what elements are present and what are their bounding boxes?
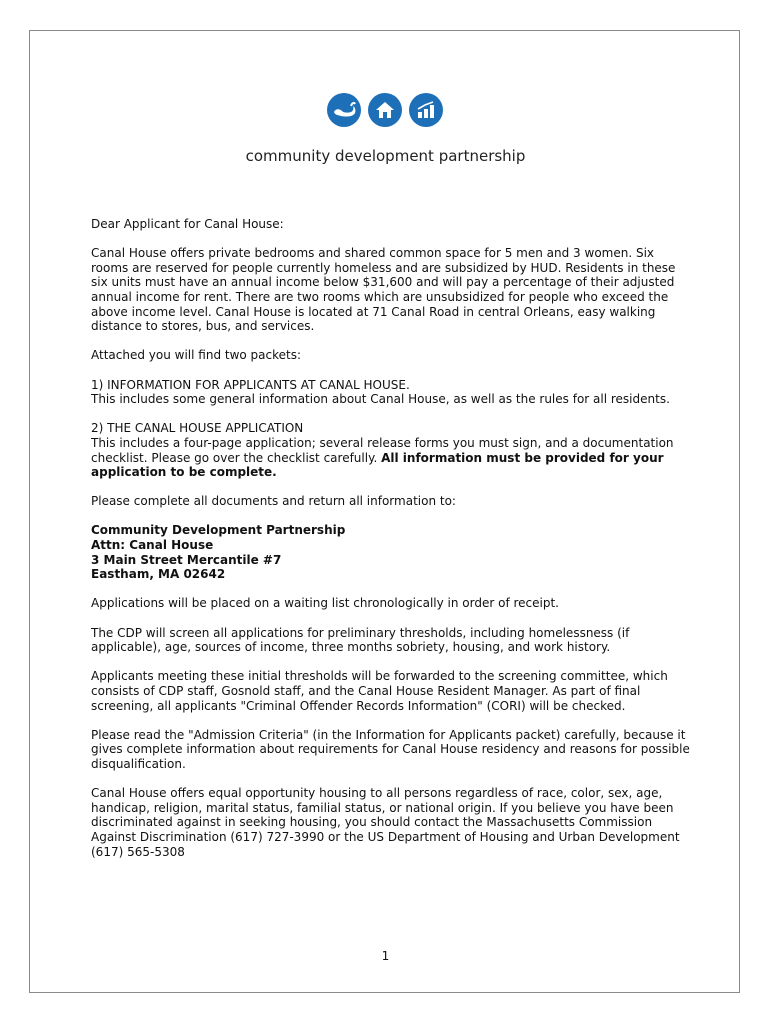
attached-paragraph: Attached you will find two packets:	[91, 348, 302, 363]
screening-paragraph: The CDP will screen all applications for preliminary thresholds, including homelessness (if applicable), age, sources of income, three months sobriety, housing, and work history.	[91, 625, 630, 655]
criteria-paragraph: Please read the "Admission Criteria" (in the Information for Applicants packet) carefully, because it gives complete information about requirements for Canal House residency and reasons for possible disqualification.	[91, 727, 690, 771]
org-name: community development partnership	[245, 147, 526, 165]
logo	[327, 93, 443, 127]
packet-2-description: This includes a four-page application; several release forms you must sign, and a documentation checklist. Please go over the checklist carefully.	[91, 435, 674, 465]
mailing-address	[91, 523, 691, 581]
packet-2	[91, 421, 691, 479]
address-line-2: Attn: Canal House	[91, 538, 214, 553]
waiting-list-paragraph: Applications will be placed on a waiting list chronologically in order of receipt.	[91, 596, 559, 611]
bar-chart-icon	[409, 93, 443, 127]
packet-2-bold-note: All information must be provided for your application to be complete.	[91, 450, 664, 480]
house-icon	[368, 93, 402, 127]
address-line-4: Eastham, MA 02642	[91, 567, 226, 582]
intro-paragraph: Canal House offers private bedrooms and shared common space for 5 men and 3 women. Six rooms are reserved for people currently homeless and are subsidized by HUD. Residents in these six units must have an annual income below $31,600 and will pay a percentage of their adjusted annual income for rent. There are two rooms which are unsubsidized for people who exceed the above income level. Canal House is located at 71 Canal Road in central Orleans, easy walking distance to stores, bus, and services.	[91, 246, 676, 334]
cape-cod-map-icon	[327, 93, 361, 127]
packet-1-description: This includes some general information about Canal House, as well as the rules for all residents.	[91, 392, 670, 407]
address-line-1: Community Development Partnership	[91, 523, 346, 538]
letter-body	[91, 217, 691, 874]
packet-1	[91, 378, 691, 407]
document-page	[29, 30, 740, 993]
salutation: Dear Applicant for Canal House:	[91, 217, 284, 231]
page-number: 1	[381, 949, 390, 963]
address-line-3: 3 Main Street Mercantile #7	[91, 552, 282, 567]
committee-paragraph: Applicants meeting these initial thresholds will be forwarded to the screening committee, which consists of CDP staff, Gosnold staff, and the Canal House Resident Manager. As part of final screening, all applicants "Criminal Offender Records Information" (CORI) will be checked.	[91, 669, 668, 713]
return-instructions: Please complete all documents and return all information to:	[91, 494, 456, 509]
equal-opportunity-paragraph: Canal House offers equal opportunity housing to all persons regardless of race, color, sex, age, handicap, religion, marital status, familial status, or national origin. If you believe you have been discriminated against in seeking housing, you should contact the Massachusetts Commission Against Discrimination (617) 727-3990 or the US Department of Housing and Urban Development (617) 565-5308	[91, 786, 680, 859]
packet-2-title: 2) THE CANAL HOUSE APPLICATION	[91, 421, 304, 436]
packet-1-title: 1) INFORMATION FOR APPLICANTS AT CANAL HOUSE.	[91, 377, 410, 392]
